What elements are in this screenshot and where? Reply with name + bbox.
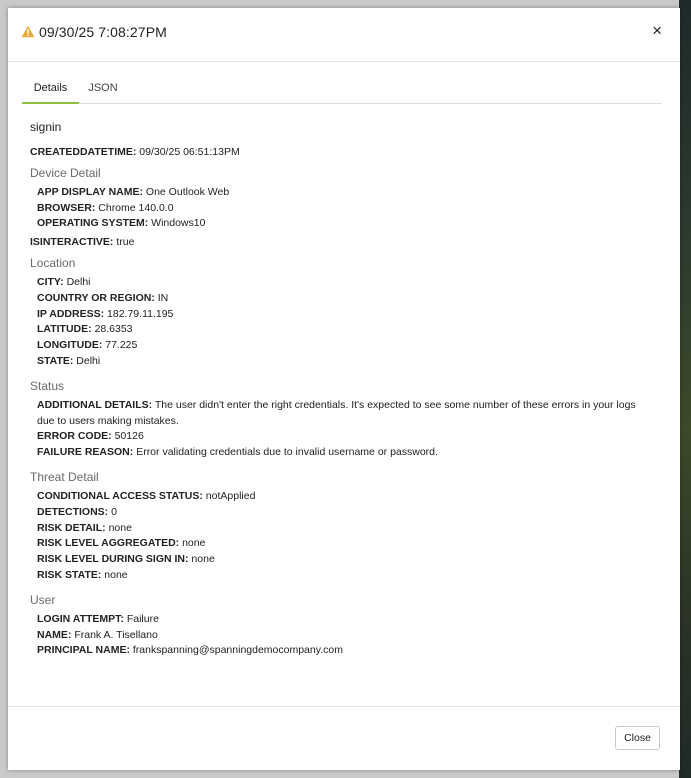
field-risk-detail: RISK DETAIL: none: [37, 521, 132, 534]
field-risk-level-aggregated: RISK LEVEL AGGREGATED: none: [37, 537, 206, 550]
location-group: [30, 275, 660, 370]
field-operating-system: OPERATING SYSTEM: Windows10: [37, 217, 206, 230]
dialog-title: 09/30/25 7:08:27PM: [39, 24, 167, 40]
field-longitude: LONGITUDE: 77.225: [37, 339, 138, 352]
dialog-footer: [8, 706, 680, 771]
close-icon[interactable]: ×: [652, 21, 662, 40]
status-group: [30, 398, 660, 461]
warning-icon: [21, 25, 35, 38]
field-name: NAME: Frank A. Tisellano: [37, 628, 158, 641]
section-threat-detail: Threat Detail: [30, 469, 99, 484]
dialog-header: [8, 8, 680, 62]
tab-details[interactable]: Details: [22, 77, 79, 104]
field-state: STATE: Delhi: [37, 354, 101, 367]
section-location: Location: [30, 255, 76, 270]
field-country-or-region: COUNTRY OR REGION: IN: [37, 291, 169, 304]
field-latitude: LATITUDE: 28.6353: [37, 323, 133, 336]
field-app-display-name: APP DISPLAY NAME: One Outlook Web: [37, 185, 230, 198]
section-device-detail: Device Detail: [30, 165, 101, 180]
section-status: Status: [30, 378, 65, 393]
field-principal-name: PRINCIPAL NAME: frankspanning@spanningdemocompany.com: [37, 644, 343, 657]
close-button[interactable]: Close: [615, 726, 660, 750]
field-isinteractive: ISINTERACTIVE: true: [30, 236, 135, 249]
field-risk-state: RISK STATE: none: [37, 568, 128, 581]
field-browser: BROWSER: Chrome 140.0.0: [37, 201, 174, 214]
field-risk-level-during-sign-in: RISK LEVEL DURING SIGN IN: none: [37, 553, 215, 566]
created-datetime-field: CREATEDDATETIME: 09/30/25 06:51:13PM: [30, 146, 240, 158]
field-conditional-access-status: CONDITIONAL ACCESS STATUS: notApplied: [37, 489, 256, 502]
field-failure-reason: FAILURE REASON: Error validating credentials due to invalid username or password.: [37, 446, 438, 459]
user-group: [30, 612, 660, 659]
field-detections: DETECTIONS: 0: [37, 505, 117, 518]
field-error-code: ERROR CODE: 50126: [37, 430, 144, 443]
field-additional-details: ADDITIONAL DETAILS: The user didn't enter the right credentials. It's expected to see some number of these errors in your logs due to users making mistakes.: [37, 398, 636, 427]
field-city: CITY: Delhi: [37, 275, 91, 288]
details-panel: [30, 120, 660, 663]
event-detail-dialog: [8, 8, 680, 770]
section-user: User: [30, 592, 56, 607]
background-app-edge: [679, 0, 691, 778]
field-ip-address: IP ADDRESS: 182.79.11.195: [37, 307, 174, 320]
threat-detail-group: [30, 489, 660, 584]
device-detail-group: [30, 185, 660, 232]
tab-json[interactable]: JSON: [88, 82, 118, 94]
event-name: signin: [30, 120, 62, 134]
field-login-attempt: LOGIN ATTEMPT: Failure: [37, 612, 159, 625]
tab-bar: [22, 77, 662, 104]
